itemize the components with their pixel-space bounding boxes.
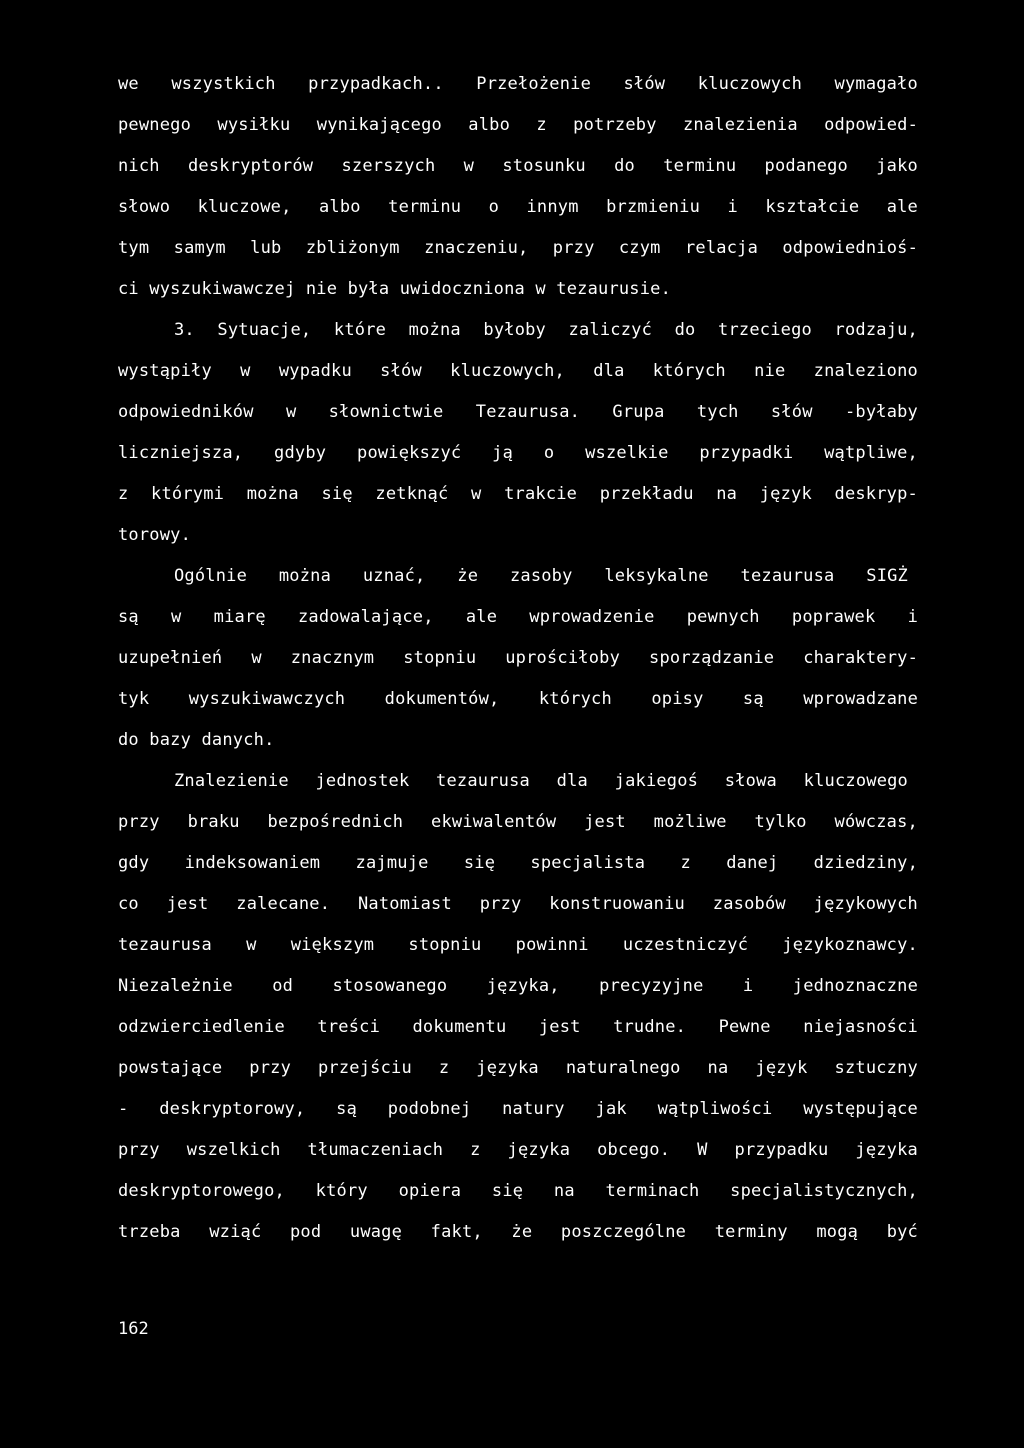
text-line: we wszystkich przypadkach.. Przełożenie słów kluczowych wymagało <box>118 74 918 94</box>
text-line: odzwierciedlenie treści dokumentu jest trudne. Pewne niejasności <box>118 1017 918 1037</box>
page-number: 162 <box>118 1319 149 1339</box>
text-line: Znalezienie jednostek tezaurusa dla jakiegoś słowa kluczowego <box>174 771 908 791</box>
text-line: torowy. <box>118 525 192 545</box>
text-line: tyk wyszukiwawczych dokumentów, których opisy są wprowadzane <box>118 689 918 709</box>
text-line: przy braku bezpośrednich ekwiwalentów jest możliwe tylko wówczas, <box>118 812 918 832</box>
text-line: co jest zalecane. Natomiast przy konstruowaniu zasobów językowych <box>118 894 918 914</box>
text-line: ci wyszukiwawczej nie była uwidoczniona w tezaurusie. <box>118 279 672 299</box>
text-line: uzupełnień w znacznym stopniu uprościłoby sporządzanie charaktery- <box>118 648 918 668</box>
text-line: trzeba wziąć pod uwagę fakt, że poszczególne terminy mogą być <box>118 1222 918 1242</box>
text-line: pewnego wysiłku wynikającego albo z potrzeby znalezienia odpowied- <box>118 115 918 135</box>
text-line: z którymi można się zetknąć w trakcie przekładu na język deskryp- <box>118 484 918 504</box>
text-line: tym samym lub zbliżonym znaczeniu, przy czym relacja odpowiednioś- <box>118 238 918 258</box>
text-line: 3. Sytuacje, które można byłoby zaliczyć do trzeciego rodzaju, <box>174 320 918 340</box>
text-line: liczniejsza, gdyby powiększyć ją o wszelkie przypadki wątpliwe, <box>118 443 918 463</box>
text-line: Niezależnie od stosowanego języka, precyzyjne i jednoznaczne <box>118 976 918 996</box>
text-line: Ogólnie można uznać, że zasoby leksykalne tezaurusa SIGŻ <box>174 566 908 586</box>
text-line: wystąpiły w wypadku słów kluczowych, dla których nie znaleziono <box>118 361 918 381</box>
text-line: powstające przy przejściu z języka naturalnego na język sztuczny <box>118 1058 918 1078</box>
text-line: są w miarę zadowalające, ale wprowadzenie pewnych poprawek i <box>118 607 918 627</box>
text-line: gdy indeksowaniem zajmuje się specjalista z danej dziedziny, <box>118 853 918 873</box>
text-line: słowo kluczowe, albo terminu o innym brzmieniu i kształcie ale <box>118 197 918 217</box>
text-line: tezaurusa w większym stopniu powinni uczestniczyć językoznawcy. <box>118 935 918 955</box>
text-line: nich deskryptorów szerszych w stosunku do terminu podanego jako <box>118 156 918 176</box>
text-line: przy wszelkich tłumaczeniach z języka obcego. W przypadku języka <box>118 1140 918 1160</box>
text-line: - deskryptorowy, są podobnej natury jak wątpliwości występujące <box>118 1099 918 1119</box>
text-line: odpowiedników w słownictwie Tezaurusa. Grupa tych słów -byłaby <box>118 402 918 422</box>
text-line: do bazy danych. <box>118 730 275 750</box>
text-line: deskryptorowego, który opiera się na terminach specjalistycznych, <box>118 1181 918 1201</box>
